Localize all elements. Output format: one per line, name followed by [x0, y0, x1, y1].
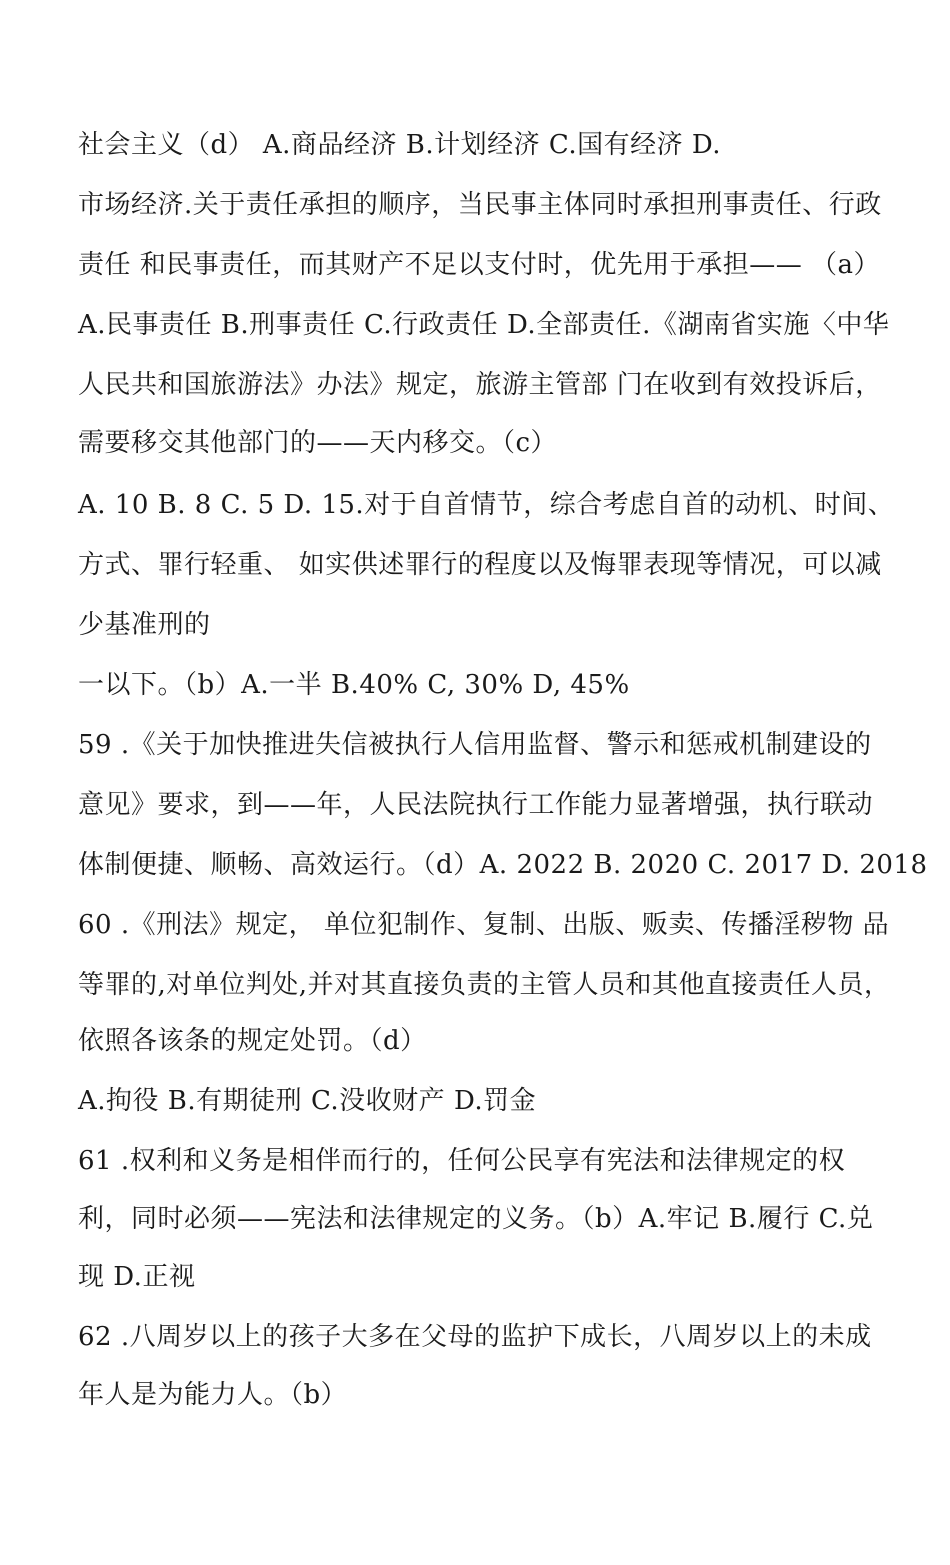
text-line-7: A. 10 B. 8 C. 5 D. 15.对于自首情节，综合考虑自首的动机、时间、	[78, 490, 895, 520]
text-line-9: 少基准刑的	[78, 610, 211, 640]
text-line-10: 一以下。（b）A.一半 B.40% C, 30% D, 45%	[78, 670, 630, 700]
text-line-12: 意见》要求，到——年，人民法院执行工作能力显著增强，执行联动	[78, 790, 874, 820]
text-line-8: 方式、罪行轻重、 如实供述罪行的程度以及悔罪表现等情况，可以减	[78, 550, 882, 580]
text-line-18: 61 .权利和义务是相伴而行的，任何公民享有宪法和法律规定的权	[78, 1146, 846, 1176]
text-line-15: 等罪的,对单位判处,并对其直接负责的主管人员和其他直接责任人员，	[78, 970, 891, 1000]
text-line-21: 62 .八周岁以上的孩子大多在父母的监护下成长，八周岁以上的未成	[78, 1322, 872, 1352]
text-line-1: 社会主义（d） A.商品经济 B.计划经济 C.国有经济 D.	[78, 130, 722, 160]
text-line-19: 利，同时必须——宪法和法律规定的义务。（b）A.牢记 B.履行 C.兑	[78, 1204, 874, 1234]
text-line-22: 年人是为能力人。（b）	[78, 1380, 348, 1410]
text-line-11: 59 .《关于加快推进失信被执行人信用监督、警示和惩戒机制建设的	[78, 730, 872, 760]
text-line-17: A.拘役 B.有期徒刑 C.没收财产 D.罚金	[78, 1086, 537, 1116]
text-line-13: 体制便捷、顺畅、高效运行。（d）A. 2022 B. 2020 C. 2017 D. 2018	[78, 850, 928, 880]
text-line-4: A.民事责任 B.刑事责任 C.行政责任 D.全部责任.《湖南省实施〈中华	[78, 310, 890, 340]
text-line-2: 市场经济.关于责任承担的顺序，当民事主体同时承担刑事责任、行政	[78, 190, 882, 220]
text-line-5: 人民共和国旅游法》办法》规定，旅游主管部 门在收到有效投诉后，	[78, 370, 882, 400]
text-line-3: 责任 和民事责任，而其财产不足以支付时，优先用于承担—— （a）	[78, 250, 881, 280]
text-line-20: 现 D.正视	[78, 1262, 196, 1292]
text-line-16: 依照各该条的规定处罚。（d）	[78, 1026, 427, 1056]
text-line-14: 60 .《刑法》规定， 单位犯制作、复制、出版、贩卖、传播淫秽物 品	[78, 910, 890, 940]
text-line-6: 需要移交其他部门的——天内移交。（c）	[78, 428, 558, 458]
